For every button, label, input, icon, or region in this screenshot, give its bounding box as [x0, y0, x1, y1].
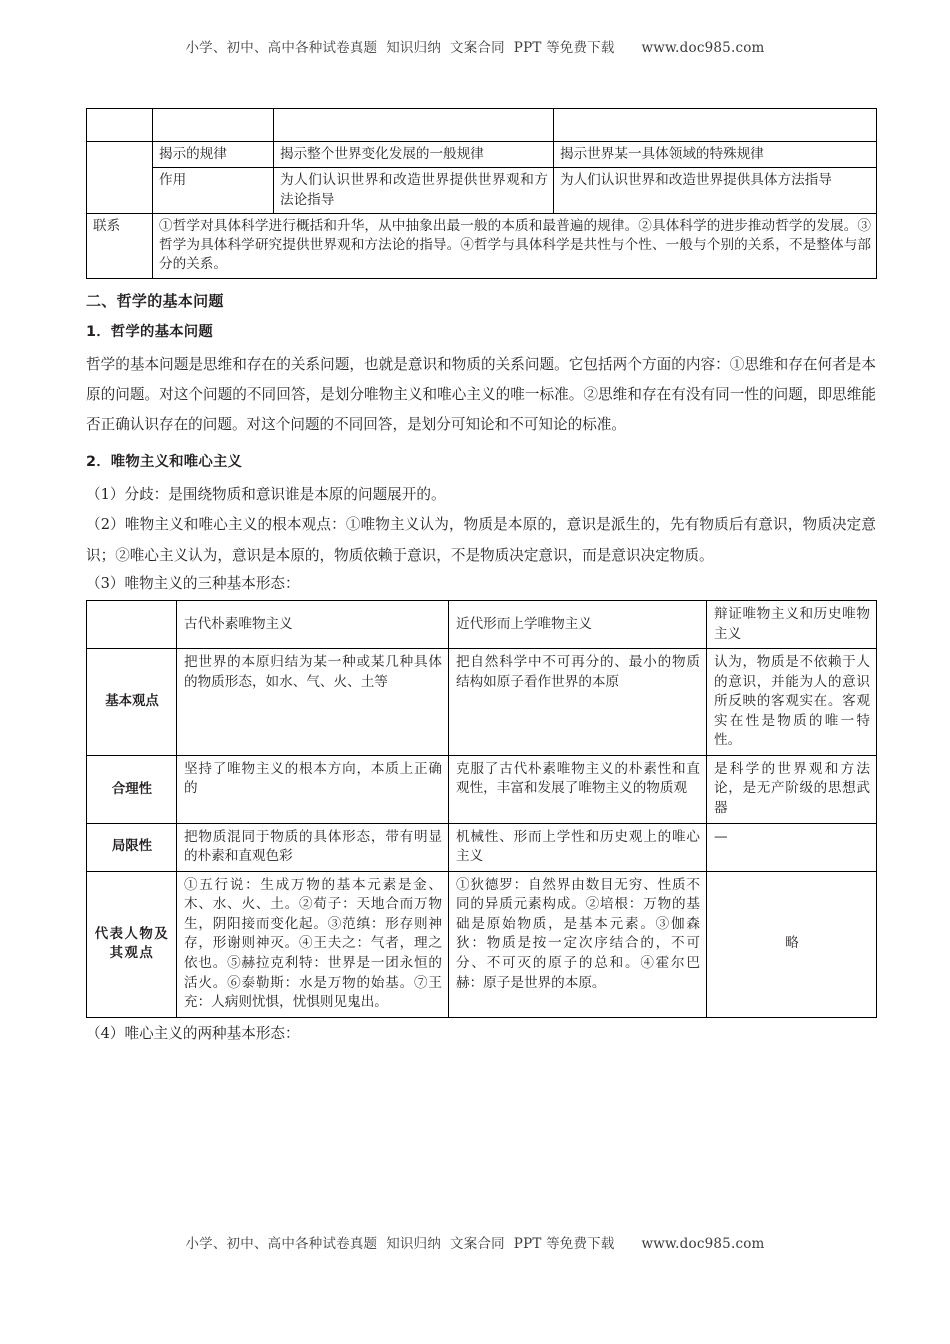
- cell-rationality-dialectical: 是科学的世界观和方法论，是无产阶级的思想武器: [707, 755, 877, 823]
- table-row: [87, 109, 877, 142]
- cell-rationality-ancient: 坚持了唯物主义的根本方向，本质上正确的: [177, 755, 449, 823]
- header-modern-metaphysical: 近代形而上学唯物主义: [449, 600, 707, 648]
- cell-representatives-dialectical: 略: [707, 871, 877, 1017]
- cell-law-science: 揭示世界某一具体领域的特殊规律: [554, 142, 877, 168]
- document-body: [86, 108, 876, 1046]
- row-label-rationality: 合理性: [87, 755, 177, 823]
- table-row: [87, 142, 877, 168]
- cell-basic-view-ancient: 把世界的本原归结为某一种或某几种具体的物质形态，如水、气、火、土等: [177, 649, 449, 756]
- subsection-heading-1: 1．哲学的基本问题: [86, 323, 213, 340]
- header-corner: [87, 600, 177, 648]
- list-item-2: （2）唯物主义和唯心主义的根本观点：①唯物主义认为，物质是本原的，意识是派生的，先有物质后有意识，物质决定意识；②唯心主义认为，意识是本原的，物质依赖于意识，不是物质决定意识，而是意识决定物质。: [86, 516, 876, 564]
- cell-basic-view-modern: 把自然科学中不可再分的、最小的物质结构如原子看作世界的本原: [449, 649, 707, 756]
- paragraph-basic-question: 哲学的基本问题是思维和存在的关系问题，也就是意识和物质的关系问题。它包括两个方面的内容：①思维和存在何者是本原的问题。对这个问题的不同回答，是划分唯物主义和唯心主义的唯一标准。②思维和存在有没有同一性的问题，即思维能否正确认识存在的问题。对这个问题的不同回答，是划分可知论和不可知论的标准。: [86, 355, 876, 434]
- list-item-3: （3）唯物主义的三种基本形态：: [86, 574, 300, 592]
- cell-empty-c3: [274, 109, 554, 142]
- cell-limitation-ancient: 把物质混同于物质的具体形态，带有明显的朴素和直观色彩: [177, 823, 449, 871]
- list-item-4: （4）唯心主义的两种基本形态：: [86, 1024, 300, 1042]
- materialism-forms-table: [86, 600, 877, 1018]
- cell-empty-c1: [87, 109, 153, 142]
- table-header-row: [87, 600, 877, 648]
- cell-limitation-modern: 机械性、形而上学性和历史观上的唯心主义: [449, 823, 707, 871]
- row-label-relation: 联系: [87, 213, 153, 278]
- table-row: [87, 649, 877, 756]
- cell-merged-blank: [87, 142, 153, 214]
- row-label-law: 揭示的规律: [153, 142, 274, 168]
- table-row: [87, 168, 877, 214]
- cell-limitation-dialectical: —: [707, 823, 877, 871]
- table-row: [87, 871, 877, 1017]
- subsection-heading-2: 2．唯物主义和唯心主义: [86, 453, 243, 470]
- cell-law-philosophy: 揭示整个世界变化发展的一般规律: [274, 142, 554, 168]
- cell-representatives-ancient: ①五行说：生成万物的基本元素是金、木、水、火、土。②荀子：天地合而万物生，阴阳接而变化起。③范缜：形存则神存，形谢则神灭。④王夫之：气者，理之依也。⑤赫拉克利特：世界是一团永恒的活火。⑥泰勒斯：水是万物的始基。⑦王充：人病则忧惧，忧惧则见鬼出。: [177, 871, 449, 1017]
- row-label-function: 作用: [153, 168, 274, 214]
- cell-function-science: 为人们认识世界和改造世界提供具体方法指导: [554, 168, 877, 214]
- cell-empty-c2: [153, 109, 274, 142]
- header-dialectical-historical: 辩证唯物主义和历史唯物主义: [707, 600, 877, 648]
- cell-basic-view-dialectical: 认为，物质是不依赖于人的意识，并能为人的意识所反映的客观实在。客观实在性是物质的唯一特性。: [707, 649, 877, 756]
- philosophy-science-table: [86, 108, 877, 279]
- row-label-representatives: 代表人物及其观点: [87, 871, 177, 1017]
- cell-empty-c4: [554, 109, 877, 142]
- cell-relation-text: ①哲学对具体科学进行概括和升华，从中抽象出最一般的本质和最普遍的规律。②具体科学的进步推动哲学的发展。③哲学为具体科学研究提供世界观和方法论的指导。④哲学与具体科学是共性与个性、一般与个别的关系，不是整体与部分的关系。: [153, 213, 877, 278]
- page-footer-note: 小学、初中、高中各种试卷真题 知识归纳 文案合同 PPT 等免费下载 www.doc985.com: [185, 1236, 765, 1252]
- cell-rationality-modern: 克服了古代朴素唯物主义的朴素性和直观性，丰富和发展了唯物主义的物质观: [449, 755, 707, 823]
- header-ancient-naive: 古代朴素唯物主义: [177, 600, 449, 648]
- row-label-basic-view: 基本观点: [87, 649, 177, 756]
- table-row: [87, 755, 877, 823]
- cell-representatives-modern: ①狄德罗：自然界由数目无穷、性质不同的异质元素构成。②培根：万物的基础是原始物质，是基本元素。③伽森狄：物质是按一定次序结合的，不可分、不可灭的原子的总和。④霍尔巴赫：原子是世界的本原。: [449, 871, 707, 1017]
- cell-function-philosophy: 为人们认识世界和改造世界提供世界观和方法论指导: [274, 168, 554, 214]
- section-heading-two: 二、哲学的基本问题: [86, 291, 224, 310]
- table-row: [87, 213, 877, 278]
- row-label-limitation: 局限性: [87, 823, 177, 871]
- list-item-1: （1）分歧：是围绕物质和意识谁是本原的问题展开的。: [86, 485, 446, 503]
- table-row: [87, 823, 877, 871]
- page-header-note: 小学、初中、高中各种试卷真题 知识归纳 文案合同 PPT 等免费下载 www.doc985.com: [185, 40, 765, 56]
